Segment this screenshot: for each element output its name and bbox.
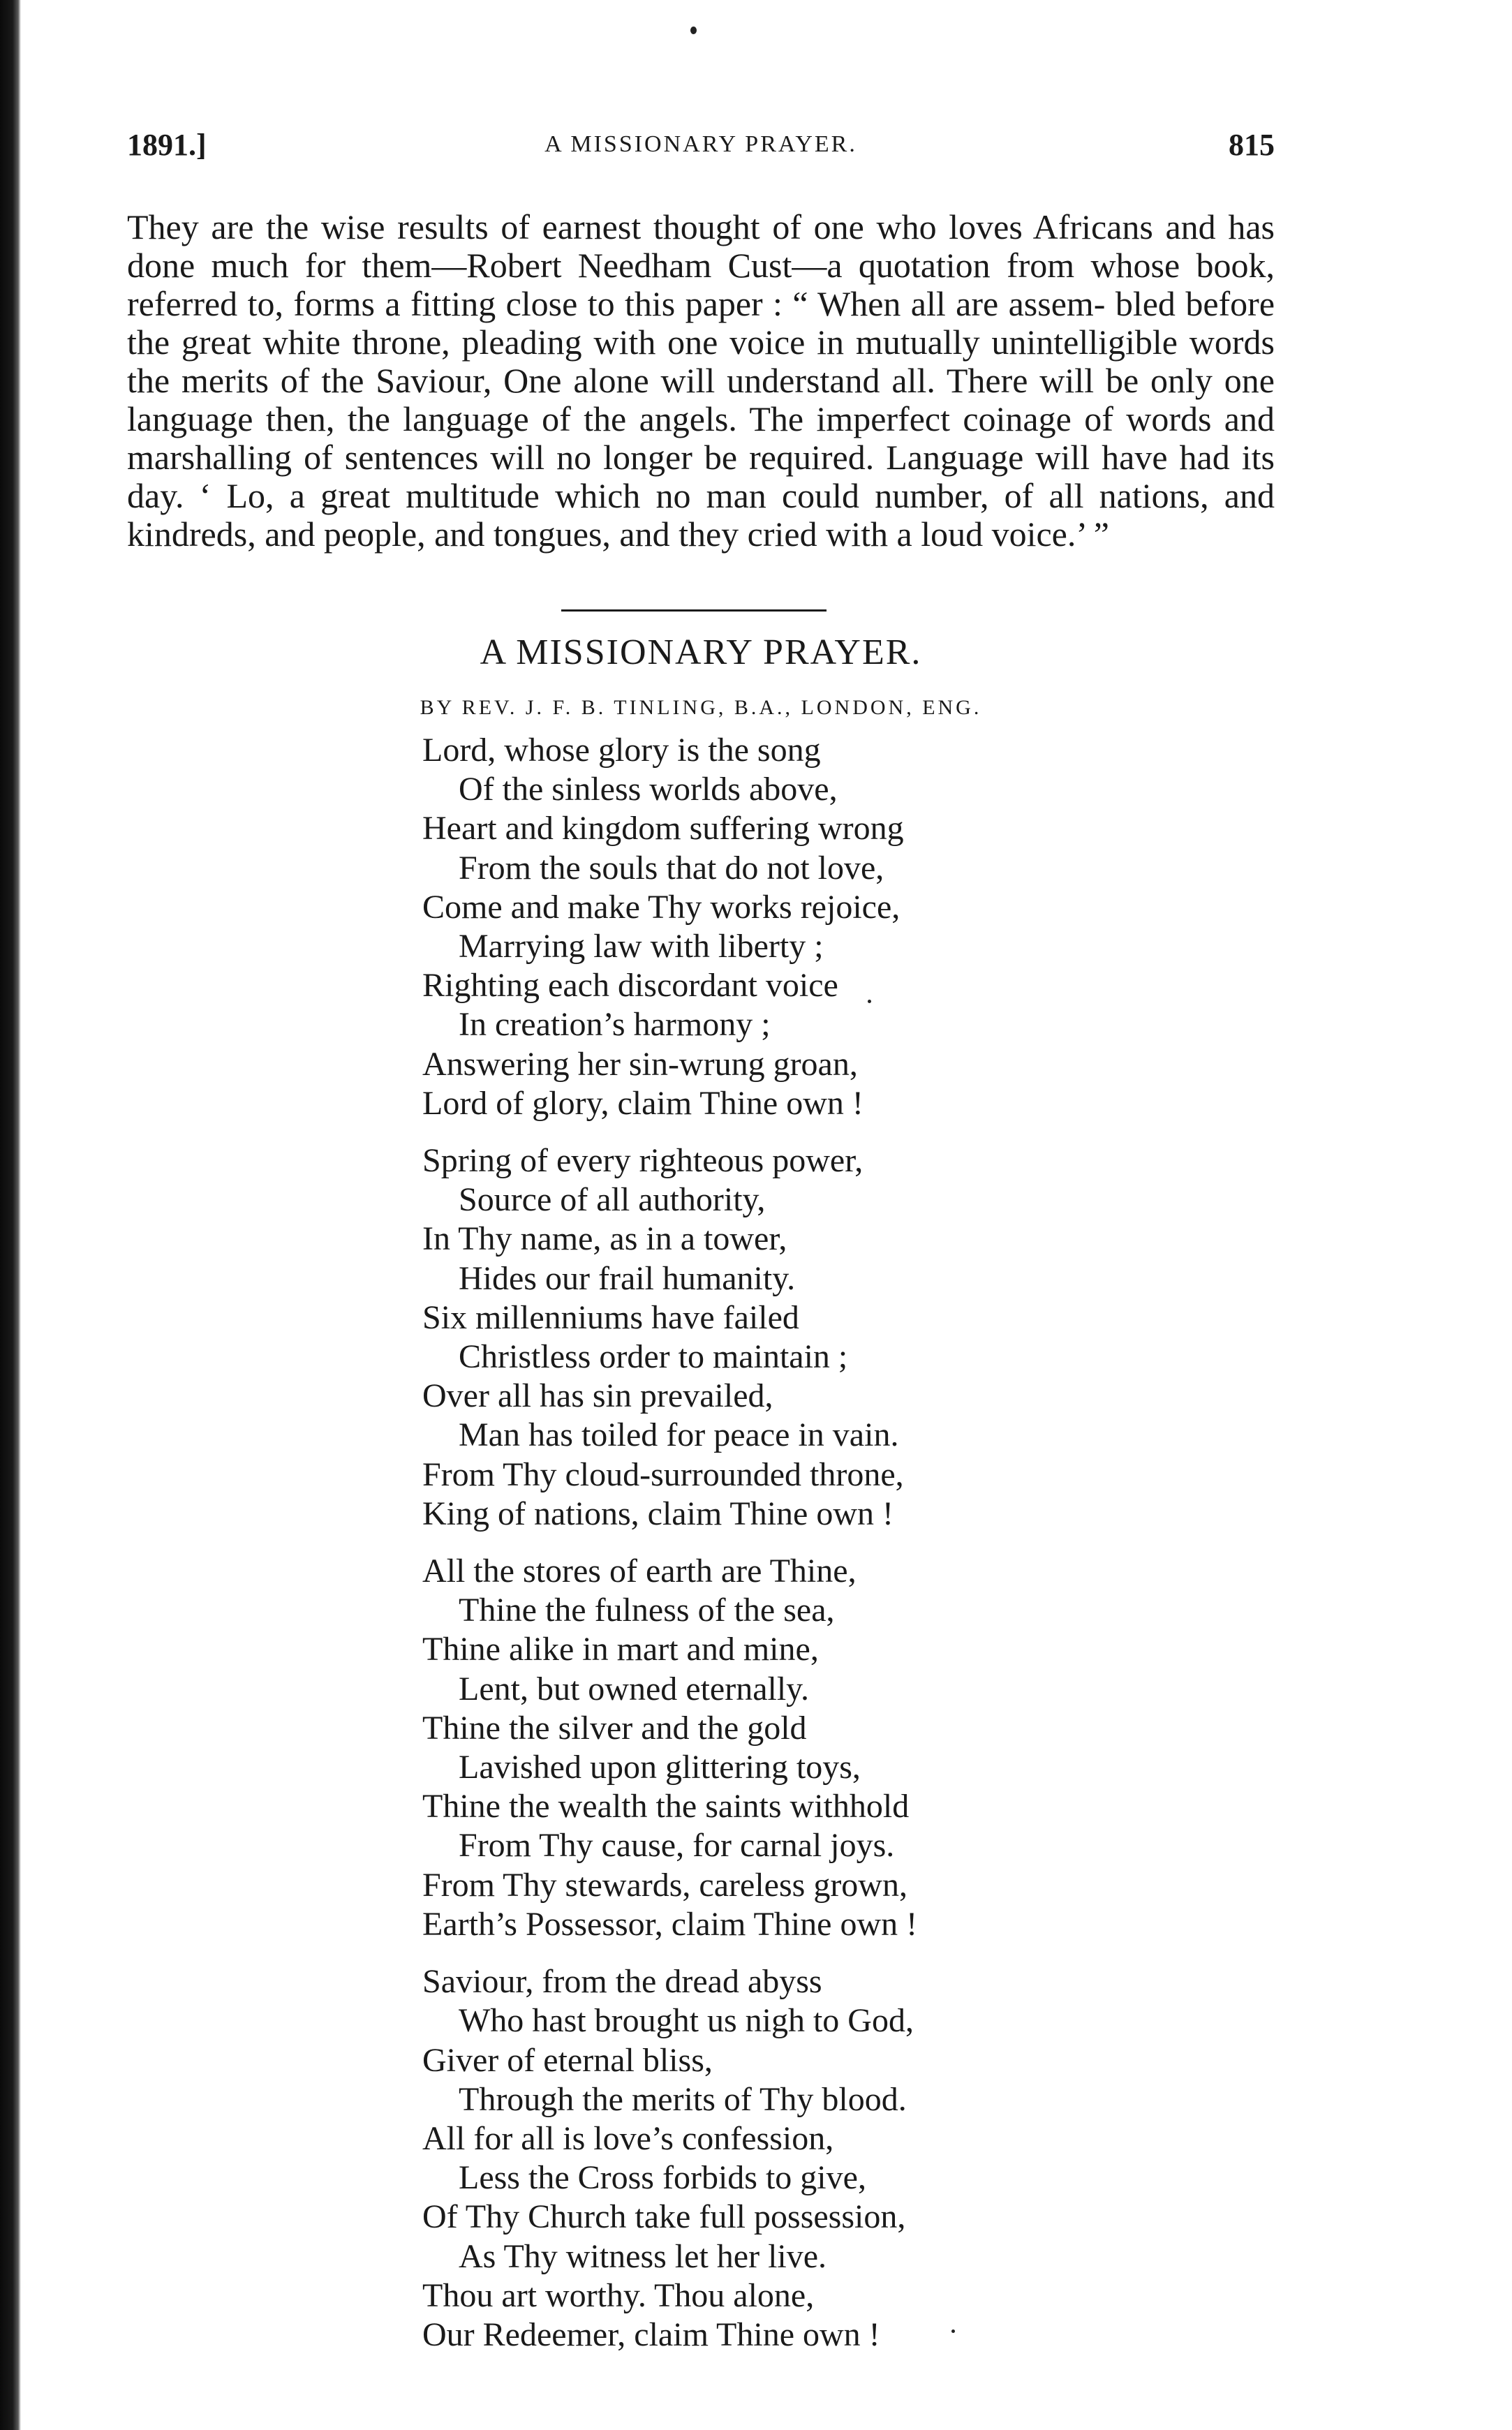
poem-line: From Thy stewards, careless grown, xyxy=(422,1866,907,1904)
stanza-2 xyxy=(422,1141,1330,1534)
intro-paragraph xyxy=(127,208,1275,554)
poem-line: Of Thy Church take full possession, xyxy=(422,2198,906,2236)
poem-line: All for all is love’s confession, xyxy=(422,2119,834,2157)
poem-line: Spring of every righteous power, xyxy=(422,1142,864,1180)
intro-line: The imperfect coinage of words and marshalling of sentences will no longer xyxy=(127,399,1275,477)
poem-body xyxy=(422,731,1330,2373)
poem-line: Of the sinless worlds above, xyxy=(459,771,838,808)
poem-line: Hides our frail humanity. xyxy=(459,1259,796,1297)
intro-line: has done much for them—Robert Needham Cust—a quotation from whose xyxy=(127,207,1275,285)
ink-speck xyxy=(690,27,697,34)
poem-line: All the stores of earth are Thine, xyxy=(422,1553,857,1590)
intro-line: bled before the great white throne, pleading with one voice in mutually xyxy=(127,284,1275,362)
poem-line: As Thy witness let her live. xyxy=(459,2237,827,2275)
poem-line: Thou art worthy. Thou alone, xyxy=(422,2276,815,2314)
poem-line: Lavished upon glittering toys, xyxy=(459,1749,861,1786)
poem-line: Marrying law with liberty ; xyxy=(459,928,824,965)
poem-line: Who hast brought us nigh to God, xyxy=(459,2002,914,2040)
poem-line: Lord, whose glory is the song xyxy=(422,732,821,769)
poem-line: From Thy cause, for carnal joys. xyxy=(459,1827,895,1865)
page-number: 815 xyxy=(1229,128,1275,162)
poem-line: Thine the wealth the saints withhold xyxy=(422,1788,910,1825)
poem-line: Lord of glory, claim Thine own ! xyxy=(422,1084,864,1122)
poem-line: Source of all authority, xyxy=(459,1181,766,1219)
poem-line: In creation’s harmony ; xyxy=(459,1006,771,1044)
poem-line: Giver of eternal bliss, xyxy=(422,2041,713,2079)
running-head xyxy=(127,127,1275,169)
poem-line: Earth’s Possessor, claim Thine own ! xyxy=(422,1905,918,1943)
poem-title: A MISSIONARY PRAYER. xyxy=(480,632,922,672)
intro-line: unintelligible words the merits of the Saviour, One alone will understand xyxy=(127,323,1275,400)
poem-line: Through the merits of Thy blood. xyxy=(459,2080,907,2118)
intro-line: all. There will be only one language then, the language of the angels. xyxy=(127,361,1275,438)
poem-line: Six millenniums have failed xyxy=(422,1298,799,1336)
poem-line: Saviour, from the dread abyss xyxy=(422,1963,822,2001)
intro-line: tongues, and they cried with a loud voice.’ ” xyxy=(493,514,1109,554)
poem-line: King of nations, claim Thine own ! xyxy=(422,1495,894,1532)
poem-line: Thine the silver and the gold xyxy=(422,1709,807,1747)
intro-line: book, referred to, forms a fitting close to this paper : “ When all are assem- xyxy=(127,246,1275,323)
intro-line: They are the wise results of earnest thought of one who loves Africans and xyxy=(127,207,1216,246)
section-divider xyxy=(561,609,827,612)
stanza-1 xyxy=(422,731,1330,1123)
poem-line: Thine the fulness of the sea, xyxy=(459,1592,835,1629)
poem-line: Righting each discordant voice xyxy=(422,967,838,1005)
intro-line: which no man could number, of all nations, and kindreds, and people, and xyxy=(127,476,1275,554)
poem-line: Lent, but owned eternally. xyxy=(459,1670,810,1707)
poem-line: Over all has sin prevailed, xyxy=(422,1377,773,1415)
poem-line: Heart and kingdom suffering wrong xyxy=(422,810,904,847)
poem-line: Come and make Thy works rejoice, xyxy=(422,888,900,926)
poem-line: Christless order to maintain ; xyxy=(459,1338,848,1376)
poem-line: From the souls that do not love, xyxy=(459,849,884,887)
poem-line: Man has toiled for peace in vain. xyxy=(459,1416,899,1454)
scanned-page-edge xyxy=(0,0,21,2430)
poem-line: Answering her sin-wrung groan, xyxy=(422,1045,858,1083)
poem-line: From Thy cloud-surrounded throne, xyxy=(422,1455,904,1493)
header-year: 1891.] xyxy=(127,128,207,162)
intro-line: be required. Language will have had its day. ‘ Lo, a great multitude xyxy=(127,438,1275,515)
stanza-4 xyxy=(422,1962,1330,2355)
poem-line: Our Redeemer, claim Thine own ! xyxy=(422,2316,880,2353)
stanza-3 xyxy=(422,1552,1330,1944)
poem-byline: BY REV. J. F. B. TINLING, B.A., LONDON, ENG. xyxy=(420,696,982,719)
header-title: A MISSIONARY PRAYER. xyxy=(544,131,857,157)
poem-line: Less the Cross forbids to give, xyxy=(459,2159,866,2197)
poem-line: Thine alike in mart and mine, xyxy=(422,1631,819,1668)
poem-line: In Thy name, as in a tower, xyxy=(422,1220,787,1258)
